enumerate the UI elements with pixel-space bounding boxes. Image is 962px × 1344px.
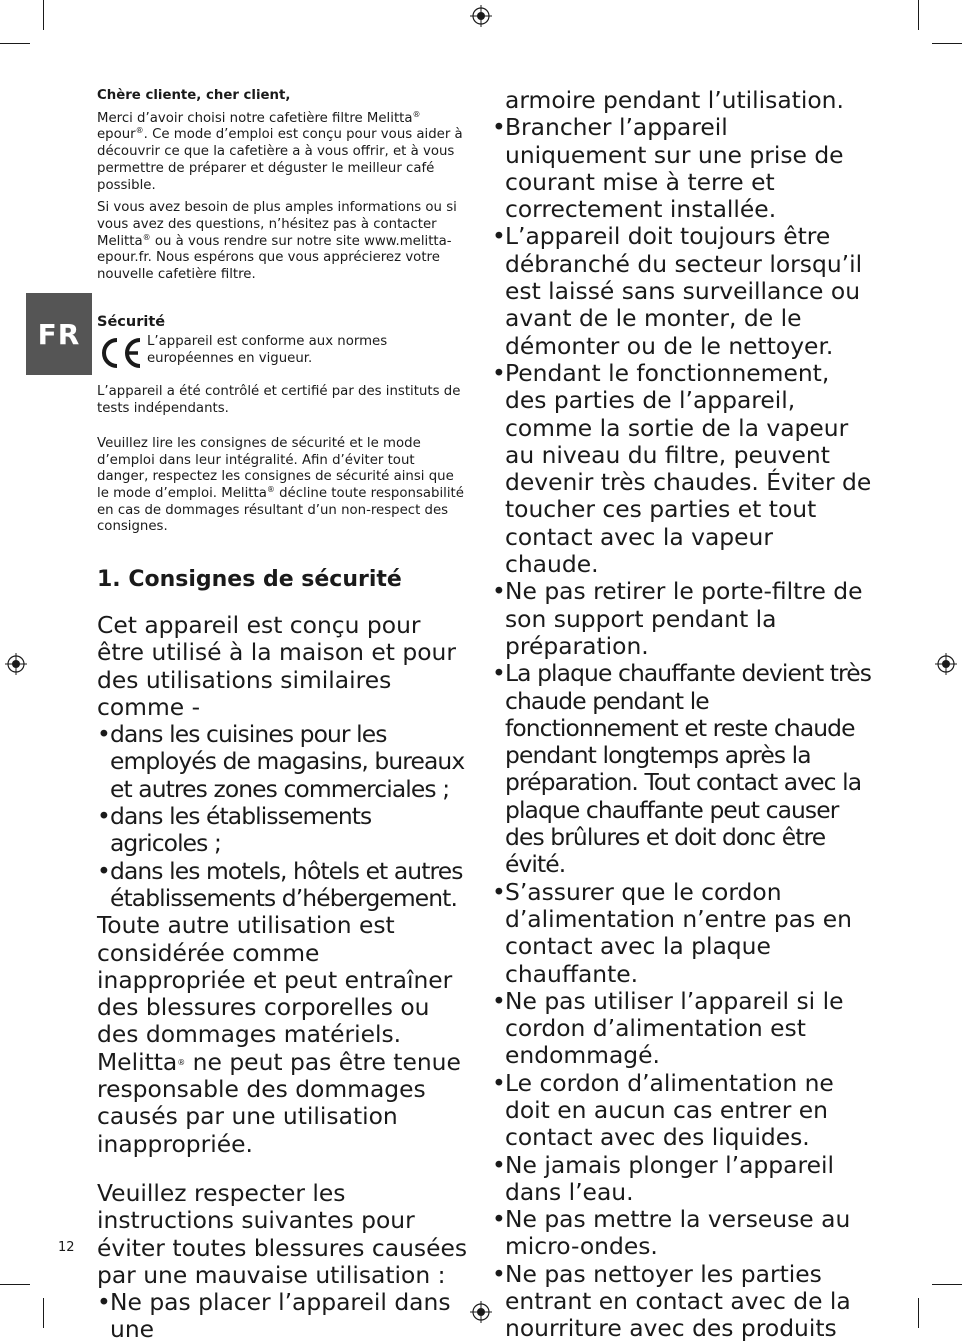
read-instructions-text: Veuillez lire les consignes de sécurité et le mode d’emploi dans leur intégralité. Afin d’éviter tout danger, respectez les consignes de sécurité ainsi que le mode d’emploi. Melitta® décline toute responsabilité en cas de dommages résultant d’un non-respect des consignes. bbox=[97, 435, 464, 535]
registration-mark-icon bbox=[470, 1301, 492, 1323]
safety-rule: • Ne pas placer l’appareil dans une bbox=[97, 1288, 451, 1344]
crop-mark bbox=[0, 1284, 30, 1285]
crop-mark bbox=[932, 43, 962, 44]
use-list-item: • dans les motels, hôtels et autres établissements d’hébergement. bbox=[97, 856, 463, 912]
safety-rule-continued: armoire pendant l’utilisation. bbox=[505, 86, 844, 114]
safety-rule: • L’appareil doit toujours être débranché du secteur lorsqu’il est laissé sans surveillance ou avant de le monter, de le démonter ou de le nettoyer. bbox=[492, 222, 863, 360]
safety-rule: • Ne pas nettoyer les parties entrant en contact avec de la nourriture avec des produits bbox=[492, 1259, 851, 1343]
certified-text: L’appareil a été contrôlé et certifié par des instituts de tests indépendants. bbox=[97, 384, 461, 417]
safety-rule: • Ne pas mettre la verseuse au micro-ondes. bbox=[492, 1205, 851, 1261]
safety-rule: • Ne jamais plonger l’appareil dans l’eau. bbox=[492, 1150, 834, 1206]
ce-mark-icon bbox=[97, 336, 147, 370]
safety-left-column bbox=[97, 612, 469, 1344]
greeting: Chère cliente, cher client, bbox=[97, 88, 291, 103]
registration-mark-icon bbox=[470, 5, 492, 27]
security-title: Sécurité bbox=[97, 313, 166, 330]
safety-rule: • La plaque chauffante devient très chaude pendant le fonctionnement et reste chaude pendant longtemps après la préparation. Tout contact avec la plaque chauffante peut causer des brûlures et doit donc être évité. bbox=[492, 659, 871, 879]
safety-rule: • Ne pas utiliser l’appareil si le cordon d’alimentation est endommagé. bbox=[492, 986, 844, 1070]
ce-conformity bbox=[97, 334, 469, 370]
crop-mark bbox=[918, 0, 919, 30]
safety-rule: • Ne pas retirer le porte-filtre de son support pendant la préparation. bbox=[492, 577, 863, 660]
ce-text: L’appareil est conforme aux normes européennes en vigueur. bbox=[147, 334, 388, 367]
section-heading: 1. Consignes de sécurité bbox=[97, 567, 402, 592]
crop-mark bbox=[0, 43, 30, 44]
intended-use-intro: Cet appareil est conçu pour être utilisé à la maison et pour des utilisations similaires comme - bbox=[97, 611, 457, 721]
safety-rule: • S’assurer que le cordon d’alimentation n’entre pas en contact avec la plaque chauffante. bbox=[492, 877, 852, 988]
respect-instructions: Veuillez respecter les instructions suivantes pour éviter toutes blessures causées par une mauvaise utilisation : bbox=[97, 1178, 468, 1289]
crop-mark bbox=[918, 1298, 919, 1328]
other-use-paragraph: Toute autre utilisation est considérée comme inappropriée et peut entraîner des blessures corporelles ou des dommages matériels. Melitta® ne peut pas être tenue responsable des dommages causés par une utilisation inappropriée. bbox=[97, 911, 461, 1158]
safety-rule: • Brancher l’appareil uniquement sur une prise de courant mise à terre et correctement installée. bbox=[492, 113, 844, 224]
use-list-item: • dans les établissements agricoles ; bbox=[97, 802, 372, 858]
safety-rule: • Le cordon d’alimentation ne doit en aucun cas entrer en contact avec des liquides. bbox=[492, 1068, 834, 1152]
crop-mark bbox=[43, 0, 44, 30]
language-tab: FR bbox=[26, 293, 92, 375]
contact-paragraph: Si vous avez besoin de plus amples informations ou si vous avez des questions, n’hésitez pas à contacter Melitta® ou à vous rendre sur notre site www.melitta-epour.fr. Nous espérons que vous apprécierez votre nouvelle cafetière filtre. bbox=[97, 200, 457, 283]
registration-mark-icon bbox=[5, 653, 27, 675]
safety-right-column bbox=[492, 87, 872, 1343]
crop-mark bbox=[932, 1284, 962, 1285]
intro-paragraph: Merci d’avoir choisi notre cafetière filtre Melitta® epour®. Ce mode d’emploi est conçu pour vous aider à découvrir ce que la cafetière a à vous offrir, et à vous permettre de préparer et déguster le meilleur café possible. bbox=[97, 109, 463, 193]
use-list-item: • dans les cuisines pour les employés de magasins, bureaux et autres zones commerciales ; bbox=[97, 720, 465, 803]
intro-column bbox=[97, 88, 469, 542]
registration-mark-icon bbox=[935, 653, 957, 675]
crop-mark bbox=[43, 1298, 44, 1328]
page-number: 12 bbox=[58, 1240, 75, 1255]
safety-rule: • Pendant le fonctionnement, des parties de l’appareil, comme la sortie de la vapeur au niveau du filtre, peuvent devenir très chaudes. Éviter de toucher ces parties et tout contact avec la vapeur chaude. bbox=[492, 358, 872, 579]
